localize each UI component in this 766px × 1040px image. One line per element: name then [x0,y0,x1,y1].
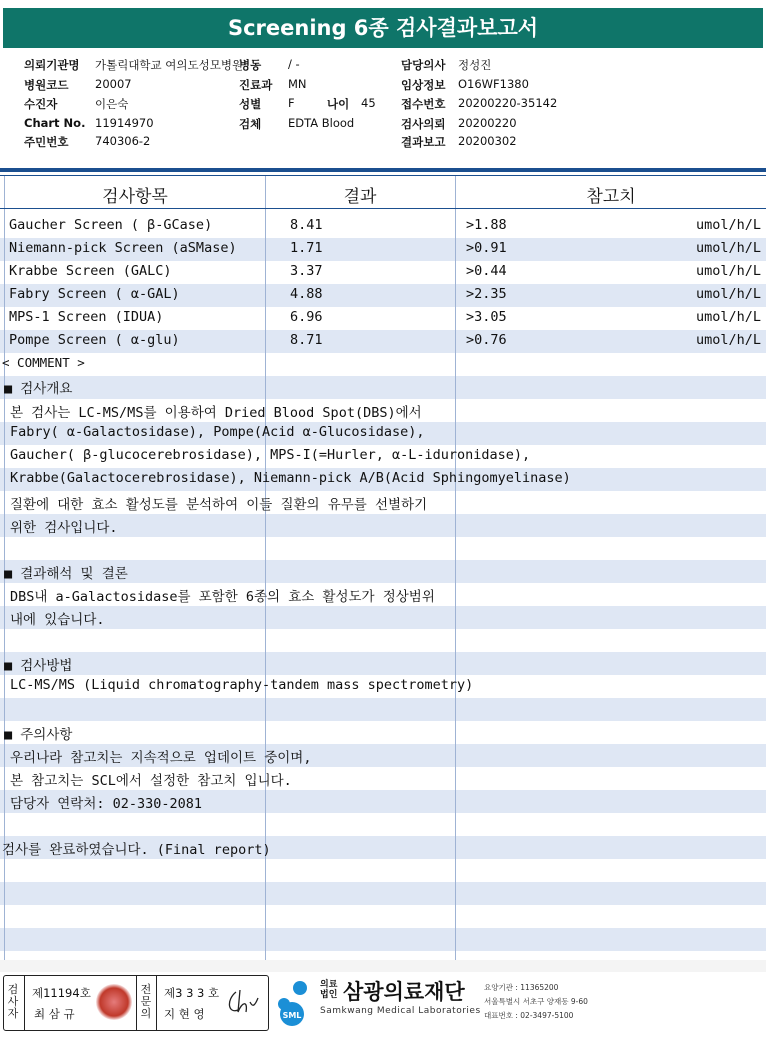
interpretation-line: 내에 있습니다. [10,612,105,628]
examinee-label: 수진자 [24,97,58,111]
report-date-label: 결과보고 [401,135,446,149]
section-title-overview: ■ 검사개요 [4,381,73,397]
specimen-label: 검체 [239,117,262,131]
request-value: 20200220 [458,116,517,130]
test-info-value: O16WF1380 [458,77,529,91]
specialist-license: 제3 3 3 호 [164,986,220,1000]
hospital-code-label: 병원코드 [24,78,69,92]
overview-line: Gaucher( β-glucocerebrosidase), MPS-I(=Hurler, α-L-iduronidase), [10,447,531,463]
ward-label: 병동 [239,58,262,72]
report-date-value: 20200302 [458,134,517,148]
divider-thick [0,168,766,172]
org-info-line: 서울특별시 서초구 양재동 9-60 [484,997,588,1006]
specialist-name: 지 현 영 [164,1007,205,1021]
doctor-label: 담당의사 [401,58,446,72]
sml-logo-text: SML [282,1011,302,1020]
sex-label: 성별 [239,97,262,111]
specimen-value: EDTA Blood [288,116,355,130]
comment-header: < COMMENT > [2,355,85,370]
method-line: LC-MS/MS (Liquid chromatography-tandem mass spectrometry) [10,677,474,693]
examiner-seal [96,984,132,1020]
result-value: 8.41 [290,217,323,233]
report-title: Screening 6종 검사결과보고서 [3,8,763,48]
unit: umol/h/L [695,332,761,348]
result-value: 6.96 [290,309,323,325]
header-underline [0,208,766,209]
unit: umol/h/L [695,309,761,325]
reference-value: >0.91 [466,240,507,256]
result-value: 4.88 [290,286,323,302]
age-label: 나이 [327,97,350,111]
chart-label: Chart No. [24,116,86,130]
section-title-method: ■ 검사방법 [4,658,73,674]
header-reference: 참고치 [586,187,636,207]
result-value: 8.71 [290,332,323,348]
notice-line: 본 참고치는 SCL에서 설정한 참고치 입니다. [10,773,292,789]
column-divider [455,176,456,960]
sml-logo-icon [272,978,316,1026]
department-value: MN [288,77,307,91]
reference-value: >2.35 [466,286,507,302]
result-value: 1.71 [290,240,323,256]
receipt-value: 20200220-35142 [458,96,558,110]
test-info-label: 임상정보 [401,78,446,92]
test-item: Pompe Screen ( α-glu) [9,332,180,348]
rrn-label: 주민번호 [24,135,69,149]
notice-line: 담당자 연락처: 02-330-2081 [10,796,203,812]
ward-value: / - [288,57,300,71]
examiner-vertical-label: 검사자 [7,983,19,1020]
org-name: 삼광의료재단 [343,980,465,1004]
unit: umol/h/L [695,217,761,233]
sex-value: F [288,96,295,110]
footer-divider [0,960,766,972]
reference-value: >1.88 [466,217,507,233]
test-item: Krabbe Screen (GALC) [9,263,172,279]
org-english-name: Samkwang Medical Laboratories [320,1006,481,1016]
overview-line: Krabbe(Galactocerebrosidase), Niemann-pick A/B(Acid Sphingomyelinase) [10,470,571,486]
unit: umol/h/L [695,240,761,256]
age-value: 45 [361,96,376,110]
hospital-code-value: 20007 [95,77,132,91]
result-value: 3.37 [290,263,323,279]
header-result: 결과 [343,187,377,207]
institution-label: 의뢰기관명 [24,58,80,72]
test-item: MPS-1 Screen (IDUA) [9,309,164,325]
overview-line: 본 검사는 LC-MS/MS를 이용하여 Dried Blood Spot(DBS)에서 [10,405,422,421]
divider-thin [0,175,766,176]
final-report-text: 검사를 완료하였습니다. (Final report) [2,842,271,858]
institution-value: 가톨릭대학교 여의도성모병원 [95,58,244,72]
test-item: Niemann-pick Screen (aSMase) [9,240,237,256]
examiner-license: 제11194호 [32,986,91,1000]
reference-value: >0.76 [466,332,507,348]
specialist-vertical-label: 전문의 [140,983,152,1020]
test-item: Fabry Screen ( α-GAL) [9,286,180,302]
examiner-name: 최 삼 규 [34,1007,75,1021]
department-label: 진료과 [239,78,273,92]
doctor-value: 정성진 [458,58,492,72]
reference-value: >3.05 [466,309,507,325]
overview-line: 위한 검사입니다. [10,520,118,536]
org-prefix: 의료법인 [320,980,338,1000]
section-title-notice: ■ 주의사항 [4,727,73,743]
overview-line: 질환에 대한 효소 활성도를 분석하여 이들 질환의 유무를 선별하기 [10,497,428,513]
receipt-label: 접수번호 [401,97,446,111]
examinee-value: 이은숙 [95,97,129,111]
request-label: 검사의뢰 [401,117,446,131]
interpretation-line: DBS내 a-Galactosidase를 포함한 6종의 효소 활성도가 정상범위 [10,589,435,605]
unit: umol/h/L [695,263,761,279]
header-test-item: 검사항목 [102,187,168,207]
section-title-interpretation: ■ 결과해석 및 결론 [4,566,128,582]
org-info-line: 요양기관 : 11365200 [484,983,559,992]
org-info-line: 대표번호 : 02-3497-5100 [484,1011,574,1020]
signature-box [3,975,269,1031]
overview-line: Fabry( α-Galactosidase), Pompe(Acid α-Glucosidase), [10,424,425,440]
test-item: Gaucher Screen ( β-GCase) [9,217,213,233]
unit: umol/h/L [695,286,761,302]
reference-value: >0.44 [466,263,507,279]
rrn-value: 740306-2 [95,134,151,148]
chart-value: 11914970 [95,116,154,130]
notice-line: 우리나라 참고치는 지속적으로 업데이트 중이며, [10,750,312,766]
signature-scribble [222,986,262,1020]
